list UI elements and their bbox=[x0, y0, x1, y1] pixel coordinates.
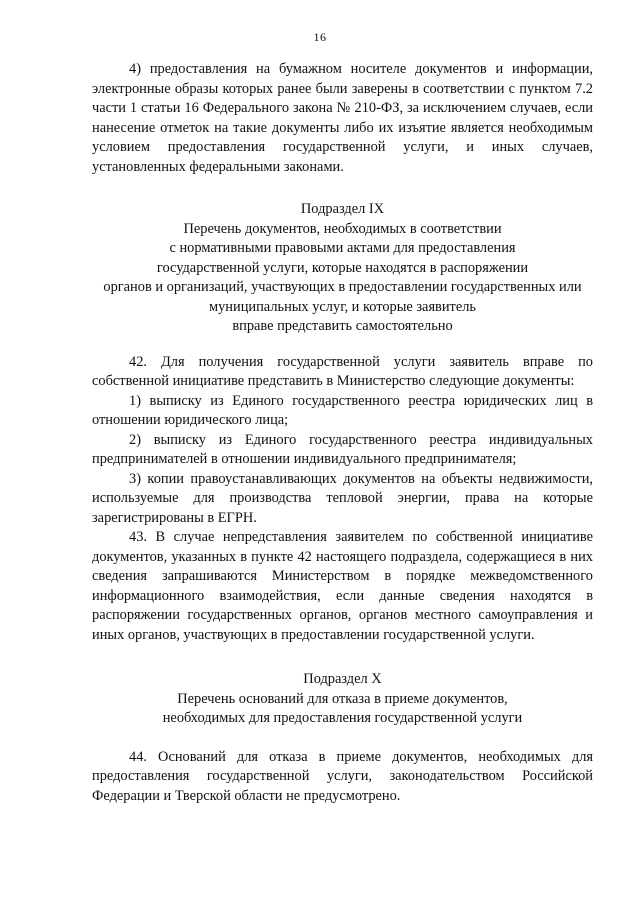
subsection-ix-title-line: государственной услуги, которые находятся в распоряжении bbox=[156, 259, 529, 276]
subsection-ix-title-line: с нормативными правовыми актами для предоставления bbox=[169, 240, 516, 256]
subsection-ix-title-line: Перечень документов, необходимых в соответствии bbox=[183, 220, 502, 237]
subsection-ix-heading: Подраздел IX bbox=[300, 201, 385, 217]
document-body bbox=[92, 60, 593, 806]
subsection-ix-title-line: органов и организаций, участвующих в предоставлении государственных или bbox=[103, 279, 582, 295]
list-item-3: 3) копии правоустанавливающих документов на объекты недвижимости, используемые для производства тепловой энергии, права на которые зарегистрированы в ЕГРН. bbox=[92, 470, 593, 526]
list-item-2: 2) выписку из Единого государственного реестра индивидуальных предпринимателей в отношении индивидуального предпринимателя; bbox=[92, 431, 593, 467]
paragraph-44: 44. Оснований для отказа в приеме документов, необходимых для предоставления государственной услуги, законодательством Российской Федерации и Тверской области не предусмотрено. bbox=[92, 748, 593, 804]
subsection-x-heading: Подраздел X bbox=[303, 671, 382, 687]
subsection-ix-header bbox=[92, 200, 593, 337]
page-number: 16 bbox=[313, 30, 327, 44]
subsection-x-title-line: необходимых для предоставления государственной услуги bbox=[162, 710, 523, 726]
subsection-ix-title-line: муниципальных услуг, и которые заявитель bbox=[209, 298, 476, 315]
paragraph-42: 42. Для получения государственной услуги заявитель вправе по собственной инициативе представить в Министерство следующие документы: bbox=[92, 353, 593, 389]
intro-paragraph: 4) предоставления на бумажном носителе документов и информации, электронные образы которых ранее были заверены в соответствии с пунктом 7.2 части 1 статьи 16 Федерального закона № 210-ФЗ, за исключением случаев, если нанесение отметок на такие документы либо их изъятие является необходимым условием предоставления государственной услуги, и иных случаев, установленных федеральными законами. bbox=[92, 61, 593, 175]
subsection-x-title-line: Перечень оснований для отказа в приеме документов, bbox=[177, 690, 508, 707]
list-item-1: 1) выписку из Единого государственного реестра юридических лиц в отношении юридического лица; bbox=[92, 392, 593, 428]
subsection-ix-title-line: вправе представить самостоятельно bbox=[232, 318, 453, 334]
paragraph-43: 43. В случае непредставления заявителем по собственной инициативе документов, указанных в пункте 42 настоящего подраздела, содержащиеся в них сведения запрашиваются Министерством в порядке межведомственного информационного взаимодействия, если данные сведения находятся в распоряжении государственных органов, органов местного самоуправления и иных органов, участвующих в предоставлении государственной услуги. bbox=[92, 529, 593, 643]
subsection-x-header bbox=[92, 670, 593, 729]
